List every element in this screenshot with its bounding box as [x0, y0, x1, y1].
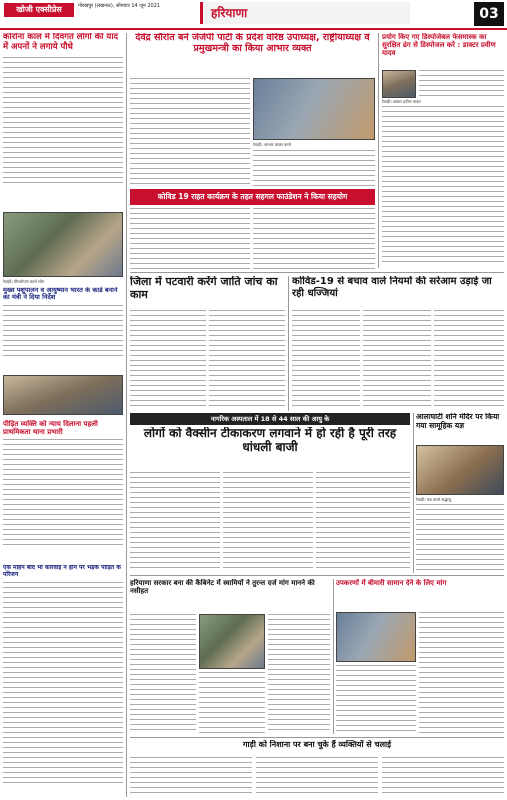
story-equipment-body-2: [336, 665, 416, 734]
story-sehgal-body: [130, 208, 250, 270]
story-equipment-body: [419, 612, 504, 734]
caption: रेवाड़ी। पौधारोपण करते लोग: [3, 279, 45, 284]
story-patwari-body: [130, 310, 206, 410]
column-divider: [378, 33, 379, 268]
photo-jjp: [253, 78, 375, 140]
story-vehicle-body-3: [382, 757, 504, 797]
headline: एक महिने बाद भी कार्रवाई न होने पर भड़के पीड़ित के परिजन: [3, 565, 121, 578]
story-body: [336, 665, 416, 734]
story-cabinet: [130, 579, 330, 611]
headline: मुख्य पशुपालन व आयुष्मान भारत के कार्ड बनाने का मंत्री ने दिया निर्देश: [3, 287, 118, 302]
story-shani: [416, 413, 504, 443]
newspaper-logo: खोजी एक्सीप्रेस: [4, 3, 74, 17]
story-body: [3, 582, 123, 787]
story-body: [253, 208, 375, 270]
caption: रेवाड़ी। आभार व्यक्त करते: [253, 142, 292, 147]
story-covid-body-2: [363, 310, 431, 410]
story-body: [130, 614, 196, 734]
story-body: [416, 504, 504, 572]
story-police: [3, 420, 123, 560]
story-covid-rules: [292, 276, 504, 306]
story-body: [3, 439, 123, 549]
headline-banner: कोविड 19 राहत कार्यक्रम के तहत सहगल फाउंडेशन ने किया सहयोग: [130, 189, 375, 205]
story-jjp: [130, 33, 375, 73]
story-mask: [382, 33, 504, 71]
photo-doctor: [382, 70, 416, 98]
story-body: [382, 106, 504, 266]
story-mask-body-2: [382, 106, 504, 266]
story-vehicle-body: [130, 757, 252, 797]
story-body: [130, 310, 206, 410]
story-patwari-body-2: [209, 310, 285, 410]
headline: जिला में पटवारी करेंगे जाति जांच का काम: [130, 276, 278, 301]
story-sehgal-body-2: [253, 208, 375, 270]
photo-yagya: [416, 445, 504, 495]
story-vaccination-body-2: [223, 472, 313, 572]
headline: गाड़ी को निशाना पर बना चुके हैं व्यक्तियों से चलाई: [242, 740, 392, 749]
story-vehicle: [130, 740, 504, 754]
story-equipment: [336, 579, 504, 609]
story-vehicle-body-2: [256, 757, 378, 797]
story-vaccination: [130, 427, 410, 469]
story-body: [130, 472, 220, 572]
story-cabinet-body: [130, 614, 196, 734]
story-body: [363, 310, 431, 410]
column-divider: [333, 579, 334, 734]
story-body: [209, 310, 285, 410]
story-body: [130, 208, 250, 270]
headline: प्रयोग किए गए डिस्पोजेबल फेसमास्क का सुरक्षित ढंग से डिस्पोजल करे : डाक्टर प्रवीण यादव: [382, 33, 496, 58]
column-divider: [413, 413, 414, 573]
story-cabinet-body-3: [268, 614, 330, 734]
story-mask-body: [419, 70, 504, 98]
story-minister: [3, 287, 123, 372]
story-body: [268, 614, 330, 734]
section-divider: [130, 575, 504, 576]
section-divider: [130, 272, 504, 273]
story-body: [256, 757, 378, 797]
story-patwari: [130, 276, 285, 306]
caption: रेवाड़ी। डाक्टर प्रवीण यादव: [382, 99, 421, 104]
column-divider: [288, 276, 289, 411]
story-body: [382, 757, 504, 797]
story-body: [316, 472, 410, 572]
story-plantation: [3, 33, 123, 208]
photo-plantation: [3, 212, 123, 277]
headline: उपकरणों में बीमारी सामान देने के लिए मांग: [336, 579, 447, 587]
headline: कोरोना काल में दिवंगत लोगों की याद में अपनों ने लगाये पौधे: [3, 33, 119, 52]
story-body: [434, 310, 504, 410]
story-body: [199, 672, 265, 734]
story-body: [419, 612, 504, 734]
story-body: [130, 78, 250, 186]
story-body: [3, 305, 123, 360]
story-body: [3, 57, 123, 185]
caption: रेवाड़ी। यज्ञ करते श्रद्धालु: [416, 497, 452, 502]
headline-kicker: लोगों को वैक्सीन टीकाकरण लगवाने में हो रही है पूरी तरह धांधली बाजी: [143, 427, 397, 454]
headline: कोविड-19 से बचाव वाले नियमों की सरेआम उड़ाई जा रही धज्जियां: [292, 276, 492, 299]
page-number: 03: [474, 2, 504, 26]
photo-equipment: [336, 612, 416, 662]
story-body: [223, 472, 313, 572]
headline: देवेंद्र सौरोत बने जेजेपी पार्टी के प्रदेश वरिष्ठ उपाध्यक्ष, राष्ट्रीयाध्यक्ष व प्रमुखमन्त्री का किया आभार व्यक्त: [135, 33, 370, 54]
photo-meeting: [3, 375, 123, 415]
headline-banner: नागरिक अस्पताल में 18 से 44 साल की आयु के: [130, 413, 410, 425]
headline: आलाघाटी शनि मंदिर पर किया गया सामूहिक यज्ञ: [416, 413, 500, 430]
section-divider: [130, 737, 504, 738]
headline: पीड़ित व्यक्ति को न्याय दिलाना पहली प्राथमिकता थाना प्रभारी: [3, 420, 98, 437]
story-covid-body-3: [434, 310, 504, 410]
story-body: [292, 310, 360, 410]
dateline: गोरखपुर (लखनऊ), सोमवार 14 जून 2021: [78, 3, 161, 9]
story-body: [130, 757, 252, 797]
story-vaccination-body-3: [316, 472, 410, 572]
photo-protest: [199, 614, 265, 669]
story-body: [253, 150, 375, 186]
story-complaint: [3, 565, 123, 797]
story-jjp-body: [130, 78, 250, 186]
masthead: [0, 0, 507, 30]
story-cabinet-body-2: [199, 672, 265, 734]
column-divider: [126, 33, 127, 797]
story-body: [419, 70, 504, 98]
headline: हरियाणा सरकार बना की कैबिनेट में स्वामियों ने तुरन्त दर्ज मांग मानने की नसीहत: [130, 579, 315, 596]
story-vaccination-body: [130, 472, 220, 572]
story-covid-body: [292, 310, 360, 410]
story-jjp-body-2: [253, 150, 375, 186]
story-shani-body: [416, 504, 504, 572]
section-title: हरियाणा: [200, 2, 410, 24]
